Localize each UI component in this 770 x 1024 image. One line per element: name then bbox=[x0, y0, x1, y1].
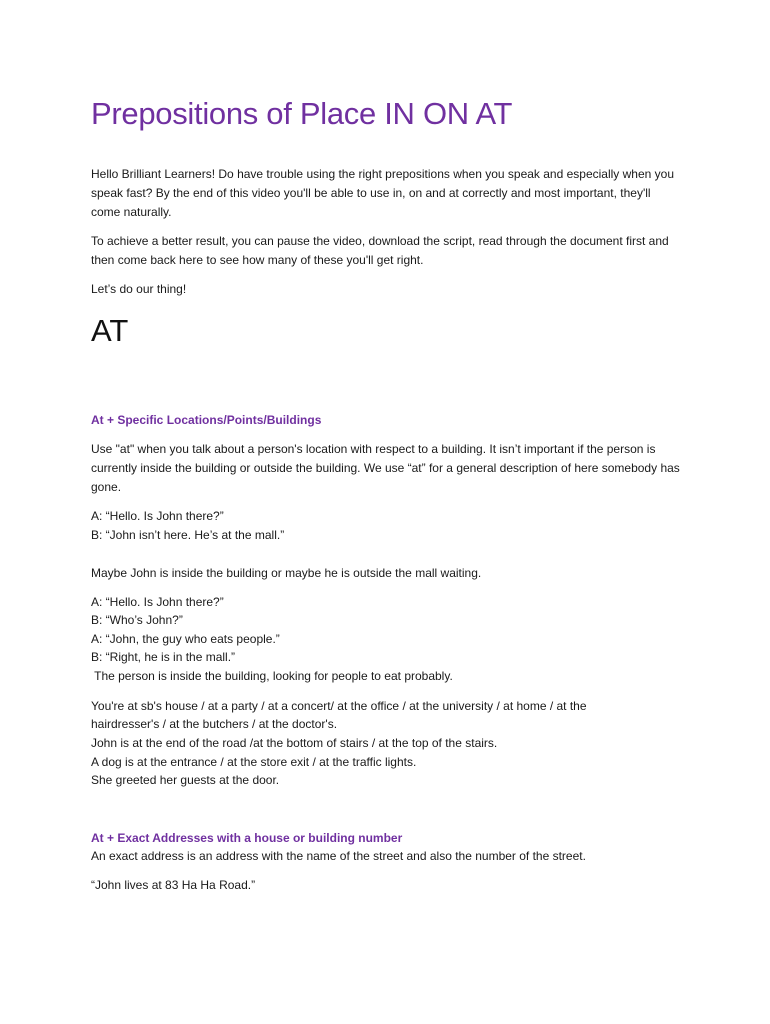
note-line: Maybe John is inside the building or maybe he is outside the mall waiting. bbox=[91, 566, 482, 580]
dialog-line: B: “John isn’t here. He’s at the mall.” bbox=[91, 528, 285, 542]
subsection-heading-exact-addresses: At + Exact Addresses with a house or building number bbox=[91, 831, 403, 845]
section-heading-at: AT bbox=[91, 313, 129, 348]
example-line: “John lives at 83 Ha Ha Road.” bbox=[91, 878, 256, 892]
dialog-line: B: “Who’s John?” bbox=[91, 613, 183, 627]
subsection-1-description: Use "at" when you talk about a person's location with respect to a building. It isn’t important if the person is currently inside the building or outside the building. We use “at” for a general description of here somebody has gone. bbox=[91, 442, 680, 494]
example-line: John is at the end of the road /at the bottom of stairs / at the top of the stairs. bbox=[91, 736, 498, 750]
page-title: Prepositions of Place IN ON AT bbox=[91, 96, 513, 131]
example-line: She greeted her guests at the door. bbox=[91, 773, 280, 787]
example-line: hairdresser's / at the butchers / at the doctor's. bbox=[91, 717, 338, 731]
subsection-2-description: An exact address is an address with the name of the street and also the number of the street. bbox=[91, 849, 586, 863]
example-line: You're at sb's house / at a party / at a concert/ at the office / at the university / at home / at the bbox=[91, 699, 587, 713]
example-line: A dog is at the entrance / at the store exit / at the traffic lights. bbox=[91, 755, 417, 769]
note-line: The person is inside the building, looking for people to eat probably. bbox=[91, 669, 453, 683]
intro-paragraph-3: Let’s do our thing! bbox=[91, 282, 187, 296]
dialog-line: A: “John, the guy who eats people.” bbox=[91, 632, 280, 646]
dialog-line: B: “Right, he is in the mall.” bbox=[91, 650, 236, 664]
dialog-line: A: “Hello. Is John there?” bbox=[91, 509, 224, 523]
dialog-line: A: “Hello. Is John there?” bbox=[91, 595, 224, 609]
subsection-heading-specific-locations: At + Specific Locations/Points/Buildings bbox=[91, 413, 322, 427]
intro-paragraph-2: To achieve a better result, you can pause the video, download the script, read through the document first and then come back here to see how many of these you'll get right. bbox=[91, 234, 669, 267]
intro-paragraph-1: Hello Brilliant Learners! Do have trouble using the right prepositions when you speak and especially when you speak fast? By the end of this video you'll be able to use in, on and at correctly and most important, they'll come naturally. bbox=[91, 167, 675, 219]
